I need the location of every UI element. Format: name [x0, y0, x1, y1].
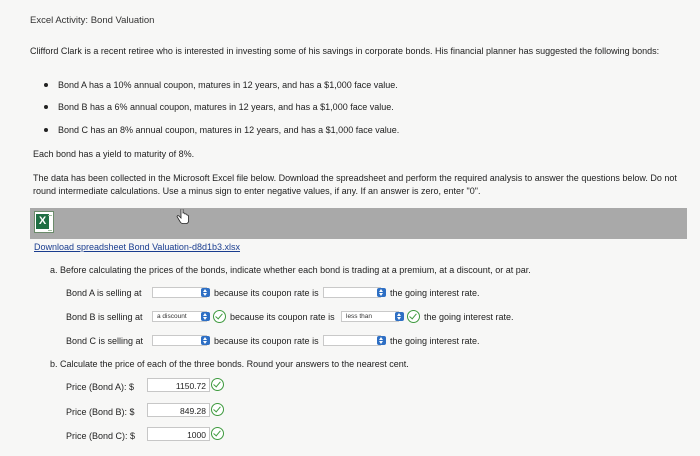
bond-b-status-check-icon — [213, 310, 226, 323]
bond-b-end-text: the going interest rate. — [424, 312, 514, 322]
download-spreadsheet-link[interactable]: Download spreadsheet Bond Valuation-d8d1b3.xlsx — [34, 242, 240, 252]
instructions-text: The data has been collected in the Microsoft Excel file below. Download the spreadsheet and perform the required analysis to answer the questions below. Do not round intermediate calculations. Use a minus sign to enter negative values, if any. If an answer is zero, enter "0". — [33, 173, 677, 196]
price-a-label: Price (Bond A): $ — [66, 382, 135, 392]
ytm-text: Each bond has a yield to maturity of 8%. — [33, 149, 195, 159]
hand-cursor-icon — [176, 209, 190, 225]
bullet-text: Bond C has an 8% annual coupon, matures in 12 years, and has a $1,000 face value. — [58, 125, 400, 135]
bond-a-label: Bond A is selling at — [66, 288, 142, 298]
bond-b-comparison-spinner-icon[interactable] — [395, 312, 404, 321]
bond-c-mid-text: because its coupon rate is — [214, 336, 319, 346]
intro-text: Clifford Clark is a recent retiree who is interested in investing some of his savings in corporate bonds. His financial planner has suggested the following bonds: — [30, 46, 660, 56]
bullet-text: Bond A has a 10% annual coupon, matures in 12 years, and has a $1,000 face value. — [58, 80, 398, 90]
bond-a-mid-text: because its coupon rate is — [214, 288, 319, 298]
bullet-bond-b — [44, 102, 394, 112]
part-a-question: a. Before calculating the prices of the bonds, indicate whether each bond is trading at a premium, at a discount, or at par. — [50, 265, 531, 275]
bond-c-status-spinner-icon[interactable] — [201, 336, 210, 345]
bond-b-comparison-select[interactable] — [341, 311, 399, 322]
price-b-check-icon — [211, 403, 224, 416]
bond-c-label: Bond C is selling at — [66, 336, 144, 346]
bond-b-status-spinner-icon[interactable] — [201, 312, 210, 321]
input-value: 849.28 — [180, 406, 206, 416]
bond-b-comparison-check-icon — [407, 310, 420, 323]
bond-b-mid-text: because its coupon rate is — [230, 312, 335, 322]
bond-b-status-select[interactable] — [152, 311, 207, 322]
input-value: 1150.72 — [175, 381, 206, 391]
price-c-label: Price (Bond C): $ — [66, 431, 136, 441]
bullet-bond-a — [44, 80, 398, 90]
bond-c-comparison-select[interactable] — [323, 335, 381, 346]
bond-a-comparison-spinner-icon[interactable] — [377, 288, 386, 297]
bullet-text: Bond B has a 6% annual coupon, matures in 12 years, and has a $1,000 face value. — [58, 102, 394, 112]
part-b-question: b. Calculate the price of each of the three bonds. Round your answers to the nearest cent. — [50, 359, 409, 369]
bond-a-comparison-select[interactable] — [323, 287, 381, 298]
price-c-check-icon — [211, 427, 224, 440]
select-value: less than — [346, 313, 373, 320]
bond-a-status-spinner-icon[interactable] — [201, 288, 210, 297]
excel-file-icon[interactable]: X — [34, 211, 54, 233]
bond-c-end-text: the going interest rate. — [390, 336, 480, 346]
bond-a-status-select[interactable] — [152, 287, 207, 298]
bullet-bond-c — [44, 125, 399, 135]
price-a-input[interactable] — [147, 378, 210, 392]
price-b-input[interactable] — [147, 403, 210, 417]
input-value: 1000 — [187, 430, 206, 440]
price-b-label: Price (Bond B): $ — [66, 407, 135, 417]
bond-b-label: Bond B is selling at — [66, 312, 143, 322]
spreadsheet-panel — [30, 208, 687, 239]
bond-a-end-text: the going interest rate. — [390, 288, 480, 298]
page-title: Excel Activity: Bond Valuation — [30, 15, 155, 26]
price-c-input[interactable] — [147, 427, 210, 441]
bond-c-comparison-spinner-icon[interactable] — [377, 336, 386, 345]
bond-c-status-select[interactable] — [152, 335, 207, 346]
price-a-check-icon — [211, 378, 224, 391]
select-value: a discount — [157, 313, 187, 320]
